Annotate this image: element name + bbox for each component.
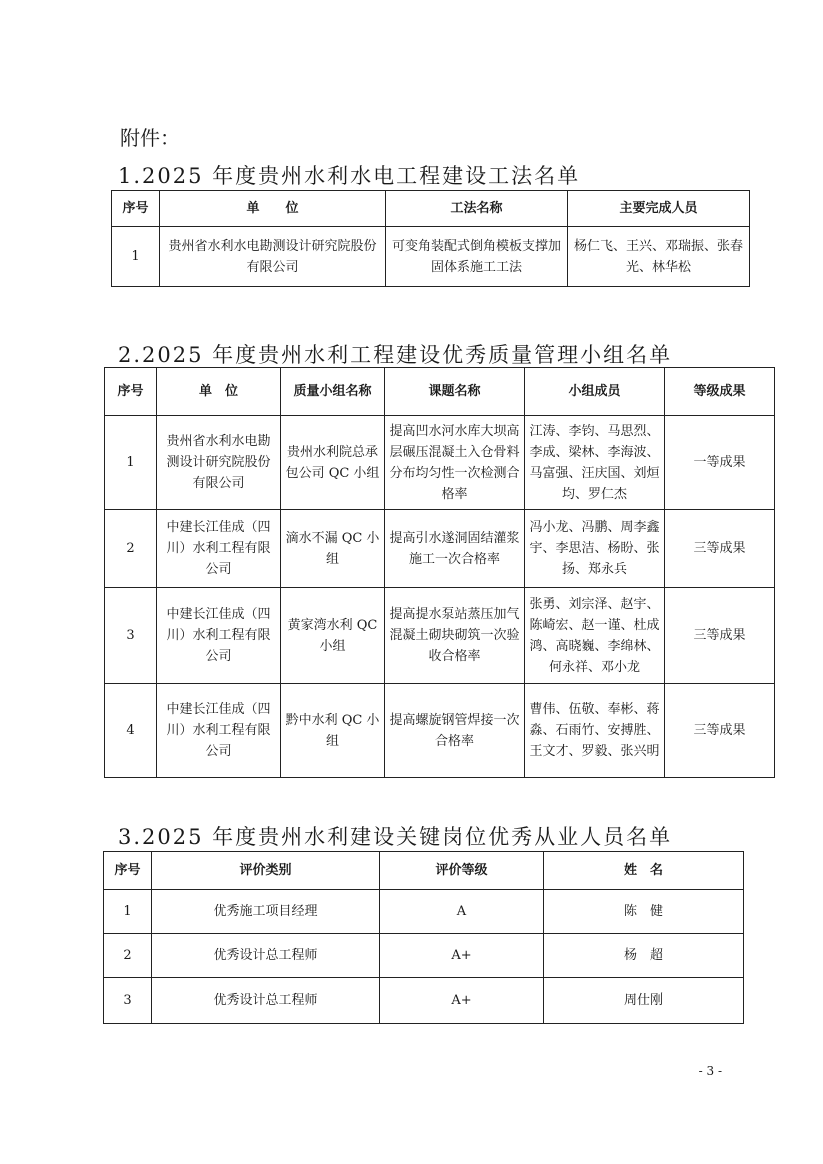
cell-level: A+ <box>380 934 544 978</box>
cell-index: 4 <box>105 684 157 778</box>
header-cell: 工法名称 <box>386 191 568 227</box>
cell-grade: 三等成果 <box>665 510 775 588</box>
cell-index: 3 <box>104 978 152 1024</box>
attachment-label: 附件： <box>120 126 180 150</box>
cell-category: 优秀施工项目经理 <box>152 890 380 934</box>
header-cell: 等级成果 <box>665 368 775 416</box>
cell-members: 冯小龙、冯鹏、周李鑫宇、李思洁、杨盼、张扬、郑永兵 <box>525 510 665 588</box>
cell-members: 江涛、李钧、马思烈、李成、梁林、李海波、马富强、汪庆国、刘烜均、罗仁杰 <box>525 416 665 510</box>
table-row <box>104 890 744 934</box>
cell-index: 2 <box>105 510 157 588</box>
cell-unit: 贵州省水利水电勘测设计研究院股份有限公司 <box>160 227 386 287</box>
cell-group: 滴水不漏 QC 小组 <box>281 510 385 588</box>
table-row <box>105 510 775 588</box>
header-cell: 质量小组名称 <box>281 368 385 416</box>
cell-category: 优秀设计总工程师 <box>152 934 380 978</box>
cell-unit: 贵州省水利水电勘测设计研究院股份有限公司 <box>157 416 281 510</box>
cell-topic: 提高螺旋钢管焊接一次合格率 <box>385 684 525 778</box>
cell-name: 陈 健 <box>544 890 744 934</box>
header-cell: 单 位 <box>157 368 281 416</box>
section2-title: 2.2025 年度贵州水利工程建设优秀质量管理小组名单 <box>118 343 673 367</box>
section1-title: 1.2025 年度贵州水利水电工程建设工法名单 <box>118 164 581 188</box>
cell-index: 1 <box>112 227 160 287</box>
cell-level: A <box>380 890 544 934</box>
cell-index: 2 <box>104 934 152 978</box>
cell-index: 1 <box>104 890 152 934</box>
table-row <box>104 978 744 1024</box>
section3-title: 3.2025 年度贵州水利建设关键岗位优秀从业人员名单 <box>118 825 673 849</box>
cell-topic: 提高凹水河水库大坝高层碾压混凝土入仓骨料分布均匀性一次检测合格率 <box>385 416 525 510</box>
cell-unit: 中建长江佳成（四川）水利工程有限公司 <box>157 588 281 684</box>
header-cell: 评价类别 <box>152 852 380 890</box>
cell-unit: 中建长江佳成（四川）水利工程有限公司 <box>157 684 281 778</box>
cell-topic: 提高提水泵站蒸压加气混凝土砌块砌筑一次验收合格率 <box>385 588 525 684</box>
table-row <box>112 227 750 287</box>
cell-name: 杨 超 <box>544 934 744 978</box>
table-header-row <box>105 368 775 416</box>
table-row <box>104 934 744 978</box>
header-cell: 序号 <box>112 191 160 227</box>
cell-index: 1 <box>105 416 157 510</box>
cell-members: 曹伟、伍敬、奉彬、蒋淼、石雨竹、安搏胜、王文才、罗毅、张兴明 <box>525 684 665 778</box>
header-cell: 小组成员 <box>525 368 665 416</box>
section3-table <box>103 851 744 1024</box>
header-cell: 序号 <box>105 368 157 416</box>
table-header-row <box>112 191 750 227</box>
cell-topic: 提高引水遂洞固结灌浆施工一次合格率 <box>385 510 525 588</box>
cell-index: 3 <box>105 588 157 684</box>
cell-category: 优秀设计总工程师 <box>152 978 380 1024</box>
cell-unit: 中建长江佳成（四川）水利工程有限公司 <box>157 510 281 588</box>
cell-name: 周仕刚 <box>544 978 744 1024</box>
header-cell: 姓 名 <box>544 852 744 890</box>
cell-members: 张勇、刘宗泽、赵宇、陈崎宏、赵一谨、杜成鸿、高晓巍、李绵林、何永祥、邓小龙 <box>525 588 665 684</box>
section2-table <box>104 367 775 778</box>
cell-level: A+ <box>380 978 544 1024</box>
table-row <box>105 588 775 684</box>
header-cell: 序号 <box>104 852 152 890</box>
header-cell: 课题名称 <box>385 368 525 416</box>
cell-grade: 三等成果 <box>665 588 775 684</box>
cell-group: 黄家湾水利 QC 小组 <box>281 588 385 684</box>
header-cell: 主要完成人员 <box>568 191 750 227</box>
table-header-row <box>104 852 744 890</box>
cell-group: 黔中水利 QC 小组 <box>281 684 385 778</box>
cell-members: 杨仁飞、王兴、邓瑞振、张春光、林华松 <box>568 227 750 287</box>
cell-method: 可变角装配式倒角模板支撑加固体系施工工法 <box>386 227 568 287</box>
cell-group: 贵州水利院总承包公司 QC 小组 <box>281 416 385 510</box>
header-cell: 单 位 <box>160 191 386 227</box>
table-row <box>105 684 775 778</box>
section1-table <box>111 190 750 287</box>
page-number: - 3 - <box>698 1064 722 1078</box>
cell-grade: 一等成果 <box>665 416 775 510</box>
cell-grade: 三等成果 <box>665 684 775 778</box>
table-row <box>105 416 775 510</box>
header-cell: 评价等级 <box>380 852 544 890</box>
